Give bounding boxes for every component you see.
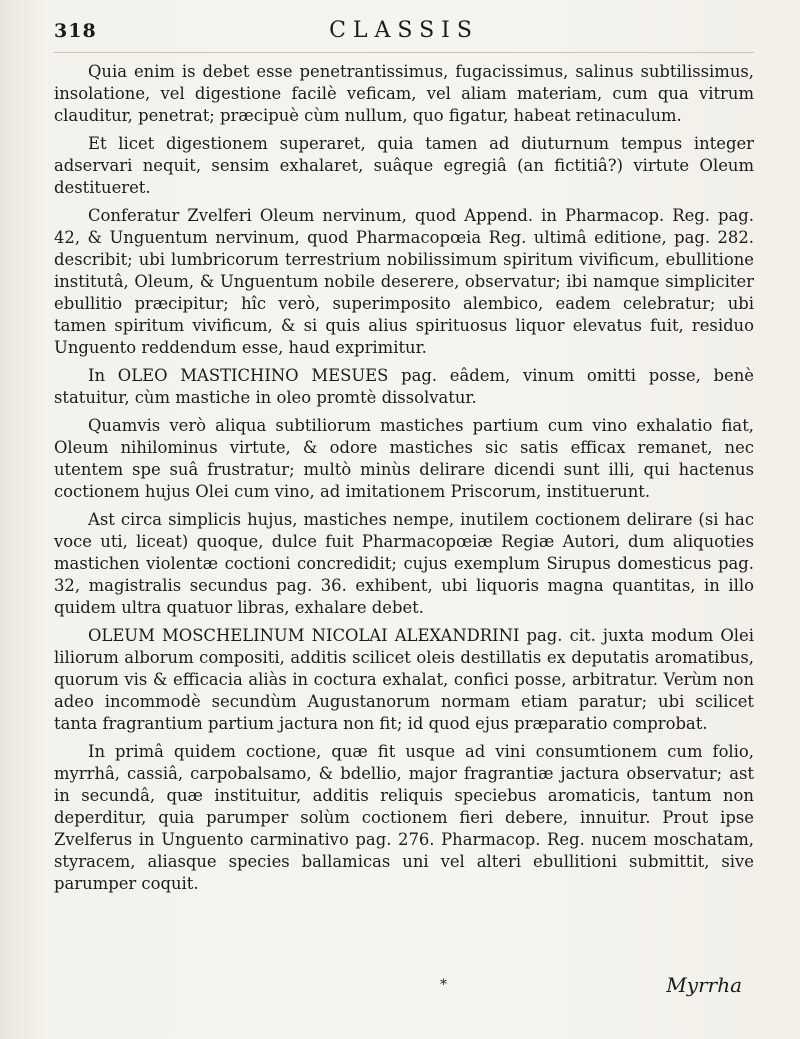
page-number: 318: [54, 20, 97, 42]
catchword: Myrrha: [666, 973, 742, 997]
paragraph-6: Ast circa simplicis hujus, mastiches nempe, inutilem coctionem delirare (si hac voce uti, liceat) quoque, dulce fuit Pharmacopœiæ Regiæ Autori, dum aliquoties mastichen violentæ coctioni concredidit; cujus exemplum Sirupus domesticus pag. 32, magistralis secundus pag. 36. exhibent, ubi liquoris magna quantitas, in illo quidem ultra quatuor libras, exhalare debet.: [54, 510, 754, 617]
paragraph-3: Conferatur Zvelferi Oleum nervinum, quod Append. in Pharmacop. Reg. pag. 42, & Unguentum nervinum, quod Pharmacopœia Reg. ultimâ editione, pag. 282. describit; ubi lumbricorum terrestrium nobilissimum spiritum vivificum, ebullitione institutâ, Oleum, & Unguentum nobile deserere, observatur; ibi namque simpliciter ebullitio præcipitur; hîc verò, superimposito alembico, eadem celebratur; ubi tamen spiritum vivificum, & si quis alius spirituosus liquor elevatus fuit, residuo Unguento reddendum esse, haud exprimitur.: [54, 206, 754, 357]
running-title: CLASSIS: [329, 18, 479, 43]
page-header: [54, 14, 754, 53]
body-text: [54, 61, 754, 895]
paragraph-4: In OLEO MASTICHINO MESUES pag. eâdem, vinum omitti posse, benè statuitur, cùm mastiche in oleo promtè dissolvatur.: [54, 366, 754, 407]
paragraph-8: In primâ quidem coctione, quæ fit usque ad vini consumtionem cum folio, myrrhâ, cassiâ, carpobalsamo, & bdellio, major fragrantiæ jactura observatur; ast in secundâ, quæ instituitur, additis reliquis speciebus aromaticis, tantum non deperditur, quia parumper solùm coctionem fieri debere, innuitur. Prout ipse Zvelferus in Unguento carminativo pag. 276. Pharmacop. Reg. nucem moschatam, styracem, aliasque species ballamicas uni vel alteri ebullitioni submittit, sive parumper coquit.: [54, 742, 754, 893]
signature-mark: *: [440, 977, 447, 993]
paragraph-1: Quia enim is debet esse penetrantissimus, fugacissimus, salinus subtilissimus, insolatione, vel digestione facilè veficam, vel aliam materiam, cum qua vitrum clauditur, penetrat; præcipuè cùm nullum, quo figatur, habeat retinaculum.: [54, 62, 754, 125]
paragraph-2: Et licet digestionem superaret, quia tamen ad diuturnum tempus integer adservari nequit, sensim exhalaret, suâque egregiâ (an fictitiâ?) virtute Oleum destitueret.: [54, 134, 754, 197]
paragraph-7: OLEUM MOSCHELINUM NICOLAI ALEXANDRINI pag. cit. juxta modum Olei liliorum alborum compositi, additis scilicet oleis destillatis ex deputatis aromatibus, quorum vis & efficacia aliàs in coctura exhalat, confici posse, arbitratur. Verùm non adeo incommodè secundùm Augustanorum normam etiam paratur; ubi scilicet tanta fragrantium partium jactura non fit; id quod ejus præparatio comprobat.: [54, 626, 754, 733]
paragraph-5: Quamvis verò aliqua subtiliorum mastiches partium cum vino exhalatio fiat, Oleum nihilominus virtute, & odore mastiches sic satis efficax remanet, nec utentem spe suâ frustratur; multò minùs delirare dicendi sunt illi, qui hactenus coctionem hujus Olei cum vino, ad imitationem Priscorum, instituerunt.: [54, 416, 754, 501]
